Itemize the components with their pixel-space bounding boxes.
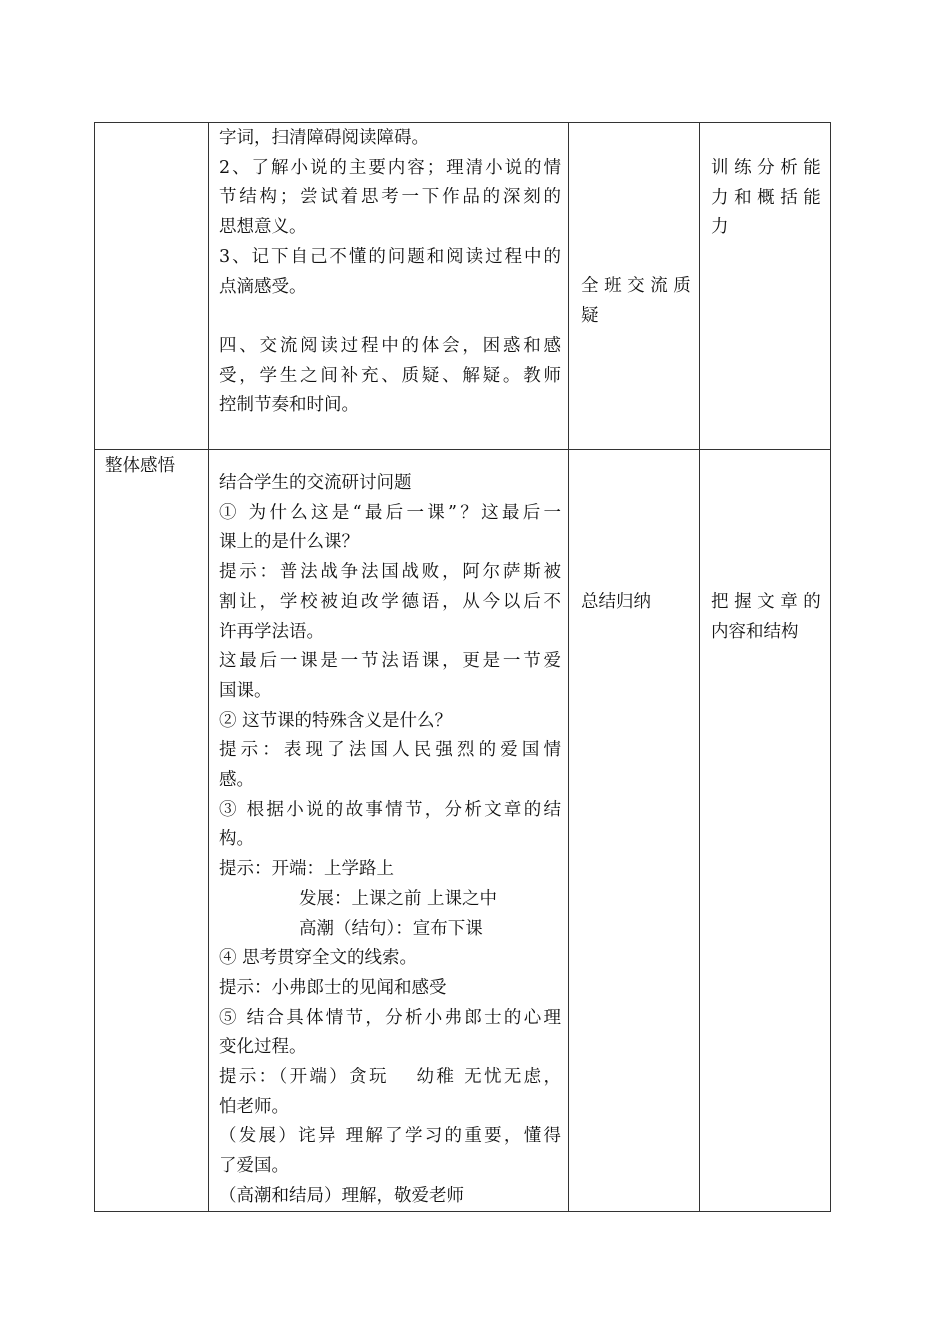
table-border-left: [94, 122, 95, 1212]
content-line: 提示：表现了法国人民强烈的爱国情: [219, 740, 561, 761]
content-line: 课上的是什么课？: [219, 532, 359, 553]
content-line: ② 这节课的特殊含义是什么？: [219, 710, 453, 731]
content-line: 国课。: [219, 680, 272, 701]
row2-method-text: 总结归纳: [581, 592, 651, 612]
row2-method-cell: [581, 588, 693, 618]
row2-stage-cell: [105, 452, 203, 482]
content-line: 割让，学校被迫改学德语，从今以后不: [219, 591, 561, 612]
row1-para-4-line3: 控制节奏和时间。: [219, 395, 359, 416]
content-line: 构。: [219, 829, 254, 850]
content-line: 提示：普法战争法国战败，阿尔萨斯被: [219, 562, 561, 583]
content-line: ⑤ 结合具体情节，分析小弗郎士的心理: [219, 1007, 561, 1028]
row1-para-2: 2、了解小说的主要内容；理清小说的情: [219, 157, 561, 178]
row2-goal-line2: 内容和结构: [711, 621, 799, 642]
row1-goal-line3: 力: [711, 217, 729, 238]
row1-para-4: 四、交流阅读过程中的体会，困惑和感: [219, 335, 561, 356]
content-line: 提示：（开端）贪玩 幼稚 无忧无虑，: [219, 1067, 561, 1088]
content-line: ③ 根据小说的故事情节，分析文章的结: [219, 799, 561, 820]
content-line: （发展）诧异 理解了学习的重要，懂得: [219, 1126, 561, 1147]
row1-para-4-line2: 受，学生之间补充、质疑、解疑。教师: [219, 365, 561, 386]
row2-goal-cell: [711, 588, 823, 647]
content-line: （高潮和结局）理解，敬爱老师: [219, 1185, 464, 1206]
row1-para-2-line2: 节结构；尝试着思考一下作品的深刻的: [219, 187, 561, 208]
row2-goal-line1: 把 握 文 章 的: [711, 592, 821, 612]
column-divider-2: [568, 122, 569, 1212]
content-line: 感。: [219, 770, 254, 791]
content-line: 了爱国。: [219, 1156, 289, 1177]
row2-content-cell: [219, 469, 561, 1212]
content-line: 高潮（结句）：宣布下课: [299, 918, 483, 939]
table-border-right: [830, 122, 831, 1212]
row1-method-line2: 疑: [581, 305, 599, 326]
content-line: 怕老师。: [219, 1096, 289, 1117]
content-line: 发展：上课之前 上课之中: [299, 888, 498, 909]
column-divider-3: [699, 122, 700, 1212]
stage-label: 整体感悟: [105, 456, 175, 476]
row1-para-3-line2: 点滴感受。: [219, 276, 307, 297]
row1-para-2-line3: 思想意义。: [219, 217, 307, 238]
lesson-plan-table: [94, 122, 831, 1212]
content-line: 提示：开端：上学路上: [219, 859, 394, 880]
content-line: ① 为什么这是“最后一课”？这最后一: [219, 502, 561, 523]
content-line: 提示：小弗郎士的见闻和感受: [219, 977, 447, 998]
row1-goal-cell: [711, 154, 823, 243]
table-border-top: [94, 122, 831, 123]
row1-para-1: 字词，扫清障碍阅读障碍。: [219, 128, 429, 148]
row1-goal-line2: 力 和 概 括 能: [711, 187, 821, 208]
row1-goal-line1: 训 练 分 析 能: [711, 158, 821, 178]
content-line: 许再学法语。: [219, 621, 324, 642]
row1-para-3: 3、记下自己不懂的问题和阅读过程中的: [219, 246, 561, 267]
content-line: 变化过程。: [219, 1037, 307, 1058]
row-divider: [94, 449, 831, 450]
row1-content-cell: [219, 124, 561, 421]
content-line: ④ 思考贯穿全文的线索。: [219, 948, 418, 969]
row1-method-line1: 全 班 交 流 质: [581, 276, 691, 296]
row1-method-cell: [581, 272, 693, 331]
content-line: 这最后一课是一节法语课，更是一节爱: [219, 651, 561, 672]
column-divider-1: [208, 122, 209, 1212]
content-line: 结合学生的交流研讨问题: [219, 473, 412, 493]
